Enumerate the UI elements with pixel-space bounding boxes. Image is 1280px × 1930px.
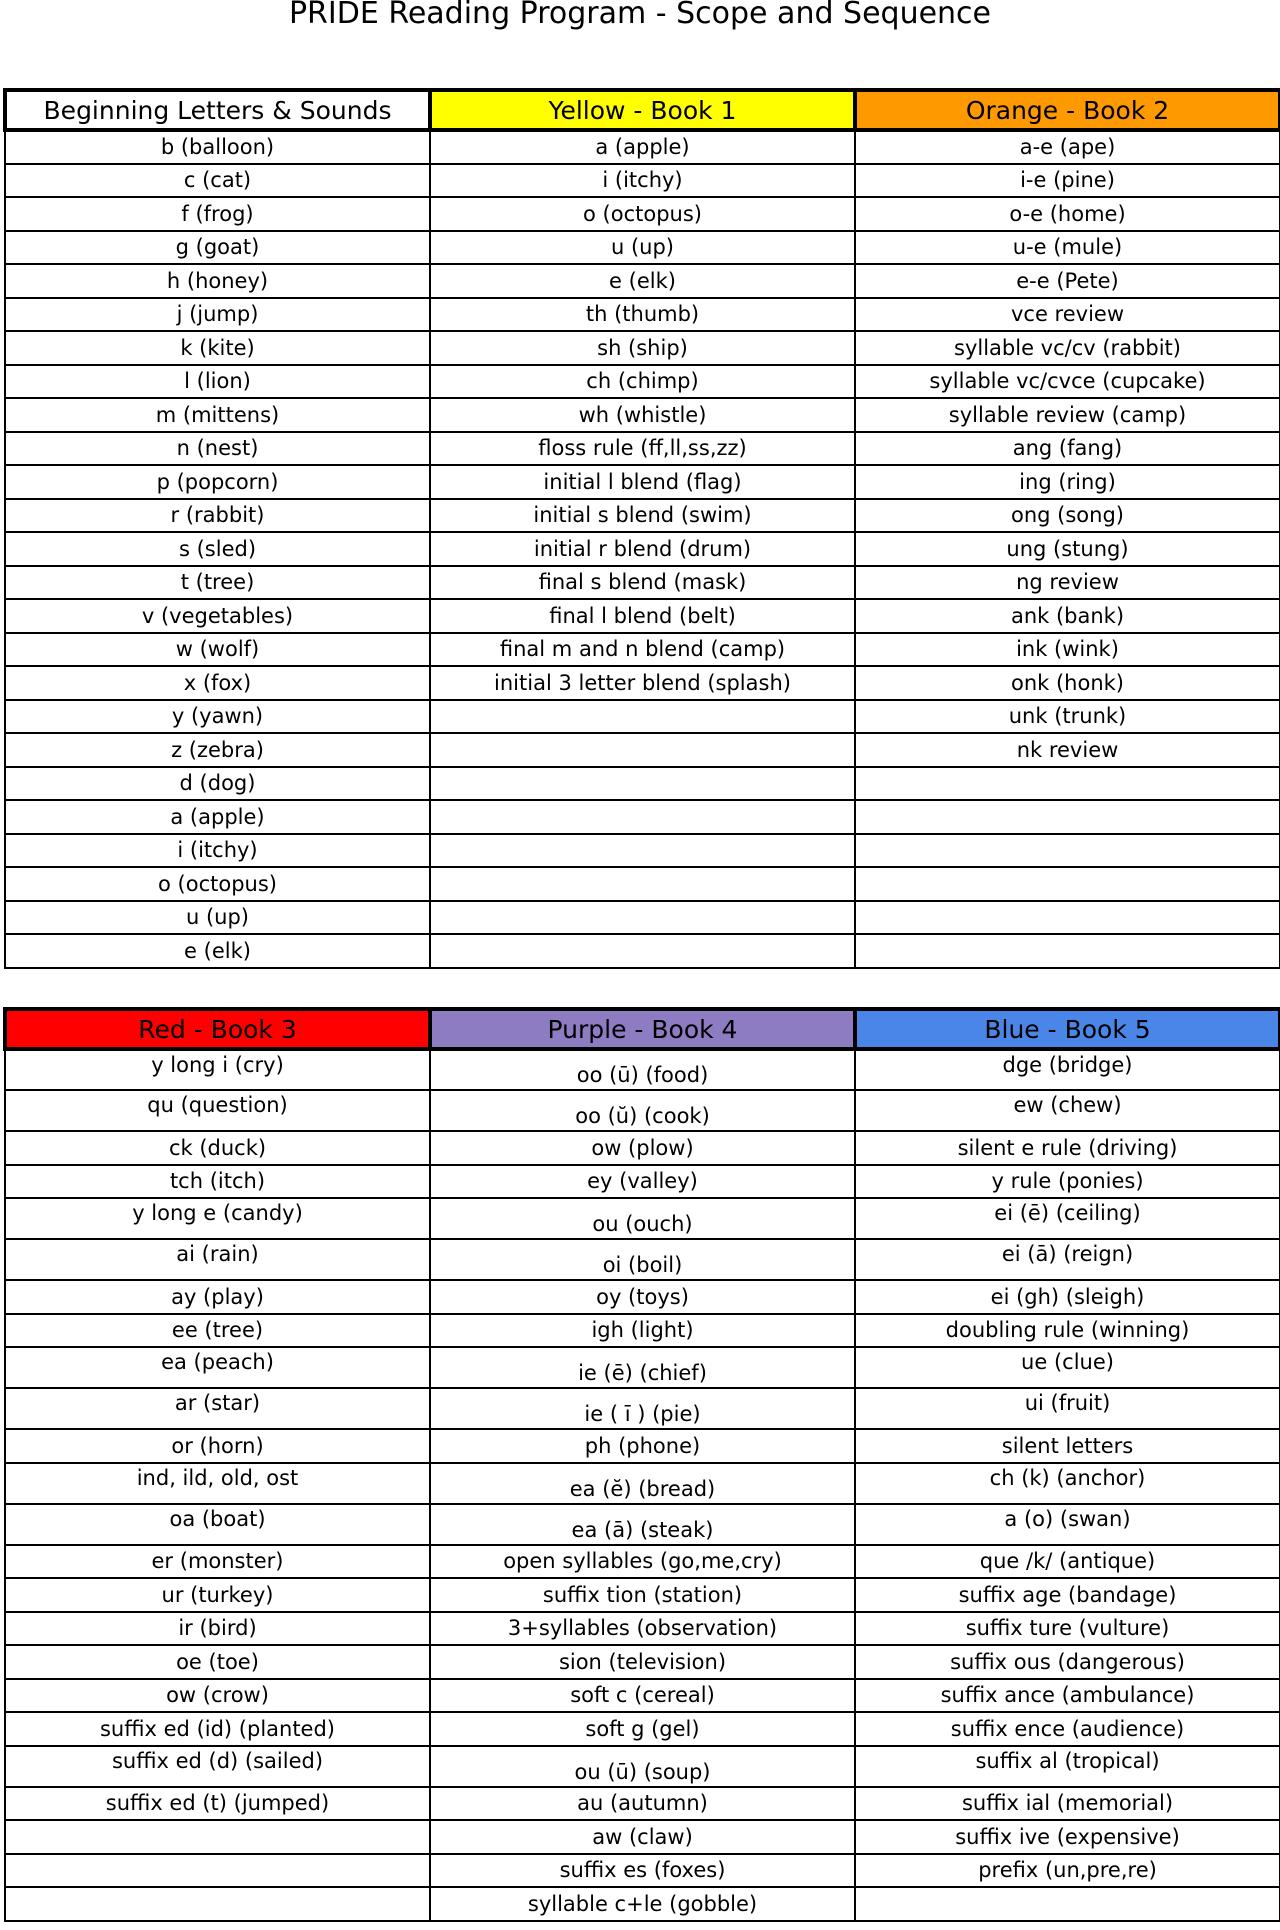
table-row <box>5 1746 1280 1787</box>
table-cell: ink (wink) <box>855 633 1280 667</box>
table-cell: silent e rule (driving) <box>855 1131 1280 1165</box>
table-cell: z (zebra) <box>5 733 430 767</box>
table-cell: e-e (Pete) <box>855 264 1280 298</box>
table-row <box>5 1645 1280 1679</box>
table-row <box>5 700 1280 734</box>
table-row <box>5 532 1280 566</box>
table-cell: th (thumb) <box>430 298 855 332</box>
table-cell: m (mittens) <box>5 398 430 432</box>
table-row <box>5 1820 1280 1854</box>
table-cell: suffix ed (d) (sailed) <box>5 1746 430 1787</box>
table-cell: r (rabbit) <box>5 499 430 533</box>
table-cell: suffix ive (expensive) <box>855 1820 1280 1854</box>
table-cell: e (elk) <box>430 264 855 298</box>
table-cell: ei (ē) (ceiling) <box>855 1198 1280 1239</box>
table-cell: or (horn) <box>5 1429 430 1463</box>
table-row <box>5 365 1280 399</box>
table-row <box>5 666 1280 700</box>
table-cell: ea (ĕ) (bread) <box>430 1463 855 1504</box>
table-cell: suffix ed (t) (jumped) <box>5 1787 430 1821</box>
table-cell: w (wolf) <box>5 633 430 667</box>
table-cell: y long i (cry) <box>5 1049 430 1090</box>
table-cell: dge (bridge) <box>855 1049 1280 1090</box>
table-cell: prefix (un,pre,re) <box>855 1854 1280 1888</box>
table-cell: ei (ā) (reign) <box>855 1239 1280 1280</box>
table-cell <box>430 867 855 901</box>
table-cell: ank (bank) <box>855 599 1280 633</box>
table-row <box>5 800 1280 834</box>
table-cell: suffix ence (audience) <box>855 1712 1280 1746</box>
table-cell: y rule (ponies) <box>855 1165 1280 1199</box>
table-row <box>5 834 1280 868</box>
table-row <box>5 566 1280 600</box>
table-cell: soft c (cereal) <box>430 1679 855 1713</box>
table-cell <box>855 767 1280 801</box>
table-row <box>5 901 1280 935</box>
table-cell: i (itchy) <box>5 834 430 868</box>
table-row <box>5 767 1280 801</box>
table-cell: soft g (gel) <box>430 1712 855 1746</box>
table-cell: ea (ā) (steak) <box>430 1504 855 1545</box>
table-cell: syllable review (camp) <box>855 398 1280 432</box>
table-cell <box>430 934 855 968</box>
table-cell: er (monster) <box>5 1545 430 1579</box>
table-cell: x (fox) <box>5 666 430 700</box>
table-cell: ng review <box>855 566 1280 600</box>
table-cell: suffix age (bandage) <box>855 1578 1280 1612</box>
table-cell: suffix al (tropical) <box>855 1746 1280 1787</box>
table-cell: i (itchy) <box>430 164 855 198</box>
table-cell: ch (k) (anchor) <box>855 1463 1280 1504</box>
table-cell: tch (itch) <box>5 1165 430 1199</box>
table-cell <box>855 834 1280 868</box>
table-cell <box>5 1820 430 1854</box>
table-row <box>5 197 1280 231</box>
table-cell: ir (bird) <box>5 1612 430 1646</box>
table-cell: o-e (home) <box>855 197 1280 231</box>
table-cell: ai (rain) <box>5 1239 430 1280</box>
table-row <box>5 1854 1280 1888</box>
table-cell: ing (ring) <box>855 465 1280 499</box>
table-row <box>5 331 1280 365</box>
table-cell: suffix ial (memorial) <box>855 1787 1280 1821</box>
table-cell <box>430 834 855 868</box>
table-cell: oa (boat) <box>5 1504 430 1545</box>
table-cell <box>430 901 855 935</box>
table-cell: c (cat) <box>5 164 430 198</box>
table-body <box>5 1049 1280 1921</box>
table-cell: k (kite) <box>5 331 430 365</box>
table-cell: g (goat) <box>5 231 430 265</box>
table-row <box>5 1578 1280 1612</box>
table-cell <box>430 700 855 734</box>
header-red: Red - Book 3 <box>5 1009 430 1049</box>
table-cell <box>855 800 1280 834</box>
table-row <box>5 599 1280 633</box>
table-cell: au (autumn) <box>430 1787 855 1821</box>
table-row <box>5 1198 1280 1239</box>
header-beginning: Beginning Letters & Sounds <box>5 90 430 130</box>
table-cell: suffix ture (vulture) <box>855 1612 1280 1646</box>
table-cell <box>855 901 1280 935</box>
table-cell <box>855 1887 1280 1921</box>
table-cell: sion (television) <box>430 1645 855 1679</box>
table-row <box>5 432 1280 466</box>
table-cell <box>430 733 855 767</box>
table-cell: ck (duck) <box>5 1131 430 1165</box>
table-cell: a (o) (swan) <box>855 1504 1280 1545</box>
table-cell: b (balloon) <box>5 130 430 164</box>
table-row <box>5 633 1280 667</box>
table-cell: n (nest) <box>5 432 430 466</box>
table-cell: a (apple) <box>430 130 855 164</box>
table-red-purple-blue <box>3 1007 1280 1922</box>
table-cell: igh (light) <box>430 1314 855 1348</box>
table-cell: ow (plow) <box>430 1131 855 1165</box>
table-row <box>5 1131 1280 1165</box>
header-yellow: Yellow - Book 1 <box>430 90 855 130</box>
table-cell: suffix tion (station) <box>430 1578 855 1612</box>
table-cell: ay (play) <box>5 1280 430 1314</box>
table-cell: sh (ship) <box>430 331 855 365</box>
header-purple: Purple - Book 4 <box>430 1009 855 1049</box>
table-row <box>5 499 1280 533</box>
table-row <box>5 298 1280 332</box>
table-cell: final l blend (belt) <box>430 599 855 633</box>
table-cell: v (vegetables) <box>5 599 430 633</box>
table-row <box>5 1347 1280 1388</box>
table-row <box>5 867 1280 901</box>
table-cell: vce review <box>855 298 1280 332</box>
table-cell: i-e (pine) <box>855 164 1280 198</box>
table-row <box>5 1165 1280 1199</box>
table-row <box>5 1679 1280 1713</box>
table-cell: oo (ŭ) (cook) <box>430 1090 855 1131</box>
table-row <box>5 398 1280 432</box>
table-cell: onk (honk) <box>855 666 1280 700</box>
table-cell: final m and n blend (camp) <box>430 633 855 667</box>
table-cell <box>855 867 1280 901</box>
table-cell: aw (claw) <box>430 1820 855 1854</box>
table-cell: ei (gh) (sleigh) <box>855 1280 1280 1314</box>
table-row <box>5 1239 1280 1280</box>
header-blue: Blue - Book 5 <box>855 1009 1280 1049</box>
header-orange: Orange - Book 2 <box>855 90 1280 130</box>
table-row <box>5 231 1280 265</box>
table-row <box>5 1787 1280 1821</box>
table-cell: syllable vc/cvce (cupcake) <box>855 365 1280 399</box>
table-row <box>5 264 1280 298</box>
table-row <box>5 1429 1280 1463</box>
table-cell: ie ( ī ) (pie) <box>430 1388 855 1429</box>
table-cell: oe (toe) <box>5 1645 430 1679</box>
table-cell <box>430 767 855 801</box>
table-cell: syllable vc/cv (rabbit) <box>855 331 1280 365</box>
table-cell: initial s blend (swim) <box>430 499 855 533</box>
table-row <box>5 1887 1280 1921</box>
table-cell: ung (stung) <box>855 532 1280 566</box>
table-cell: ang (fang) <box>855 432 1280 466</box>
table-row <box>5 1090 1280 1131</box>
table-cell: ui (fruit) <box>855 1388 1280 1429</box>
table-row <box>5 934 1280 968</box>
table-row <box>5 1463 1280 1504</box>
table-cell: t (tree) <box>5 566 430 600</box>
table-row <box>5 164 1280 198</box>
table-cell: ar (star) <box>5 1388 430 1429</box>
table-row <box>5 1612 1280 1646</box>
page-title: PRIDE Reading Program - Scope and Sequence <box>288 0 992 31</box>
table-cell <box>5 1854 430 1888</box>
table-cell: qu (question) <box>5 1090 430 1131</box>
table-cell: floss rule (ff,ll,ss,zz) <box>430 432 855 466</box>
table-cell: l (lion) <box>5 365 430 399</box>
table-row <box>5 465 1280 499</box>
table-cell: ew (chew) <box>855 1090 1280 1131</box>
table-header-row <box>5 1009 1280 1049</box>
table-cell: ow (crow) <box>5 1679 430 1713</box>
table-cell: oi (boil) <box>430 1239 855 1280</box>
table-row <box>5 1049 1280 1090</box>
table-header-row <box>5 90 1280 130</box>
table-cell: nk review <box>855 733 1280 767</box>
table-row <box>5 1504 1280 1545</box>
table-cell: ur (turkey) <box>5 1578 430 1612</box>
table-cell: initial r blend (drum) <box>430 532 855 566</box>
table-cell: suffix ous (dangerous) <box>855 1645 1280 1679</box>
table-cell: suffix ed (id) (planted) <box>5 1712 430 1746</box>
table-cell: ue (clue) <box>855 1347 1280 1388</box>
table-cell: final s blend (mask) <box>430 566 855 600</box>
table-row <box>5 1314 1280 1348</box>
table-cell: u (up) <box>430 231 855 265</box>
table-cell: ie (ē) (chief) <box>430 1347 855 1388</box>
table-cell: suffix es (foxes) <box>430 1854 855 1888</box>
table-cell: ind, ild, old, ost <box>5 1463 430 1504</box>
table-cell: e (elk) <box>5 934 430 968</box>
table-cell: 3+syllables (observation) <box>430 1612 855 1646</box>
table-body <box>5 130 1280 968</box>
table-cell: o (octopus) <box>5 867 430 901</box>
table-cell: s (sled) <box>5 532 430 566</box>
table-row <box>5 1280 1280 1314</box>
table-cell: u-e (mule) <box>855 231 1280 265</box>
table-cell: silent letters <box>855 1429 1280 1463</box>
table-beginning-yellow-orange <box>3 88 1280 969</box>
table-cell: initial 3 letter blend (splash) <box>430 666 855 700</box>
table-cell: ph (phone) <box>430 1429 855 1463</box>
table-cell: initial l blend (flag) <box>430 465 855 499</box>
table-cell: ou (ouch) <box>430 1198 855 1239</box>
table-cell: ch (chimp) <box>430 365 855 399</box>
table-cell: suffix ance (ambulance) <box>855 1679 1280 1713</box>
table-cell: ong (song) <box>855 499 1280 533</box>
table-cell: ea (peach) <box>5 1347 430 1388</box>
table-row <box>5 1545 1280 1579</box>
table-cell: a (apple) <box>5 800 430 834</box>
table-row <box>5 1388 1280 1429</box>
table-cell: syllable c+le (gobble) <box>430 1887 855 1921</box>
table-cell: p (popcorn) <box>5 465 430 499</box>
table-row <box>5 130 1280 164</box>
table-cell: que /k/ (antique) <box>855 1545 1280 1579</box>
table-cell: o (octopus) <box>430 197 855 231</box>
table-cell: doubling rule (winning) <box>855 1314 1280 1348</box>
table-row <box>5 1712 1280 1746</box>
table-cell: a-e (ape) <box>855 130 1280 164</box>
table-cell: ey (valley) <box>430 1165 855 1199</box>
table-cell: unk (trunk) <box>855 700 1280 734</box>
table-cell: wh (whistle) <box>430 398 855 432</box>
table-cell: f (frog) <box>5 197 430 231</box>
table-cell: u (up) <box>5 901 430 935</box>
table-cell: oy (toys) <box>430 1280 855 1314</box>
table-cell <box>855 934 1280 968</box>
table-cell: open syllables (go,me,cry) <box>430 1545 855 1579</box>
table-cell: d (dog) <box>5 767 430 801</box>
table-cell: ee (tree) <box>5 1314 430 1348</box>
table-cell: ou (ū) (soup) <box>430 1746 855 1787</box>
table-cell: y (yawn) <box>5 700 430 734</box>
table-cell: y long e (candy) <box>5 1198 430 1239</box>
table-cell <box>430 800 855 834</box>
table-cell: oo (ū) (food) <box>430 1049 855 1090</box>
table-cell: j (jump) <box>5 298 430 332</box>
table-row <box>5 733 1280 767</box>
table-cell: h (honey) <box>5 264 430 298</box>
table-cell <box>5 1887 430 1921</box>
